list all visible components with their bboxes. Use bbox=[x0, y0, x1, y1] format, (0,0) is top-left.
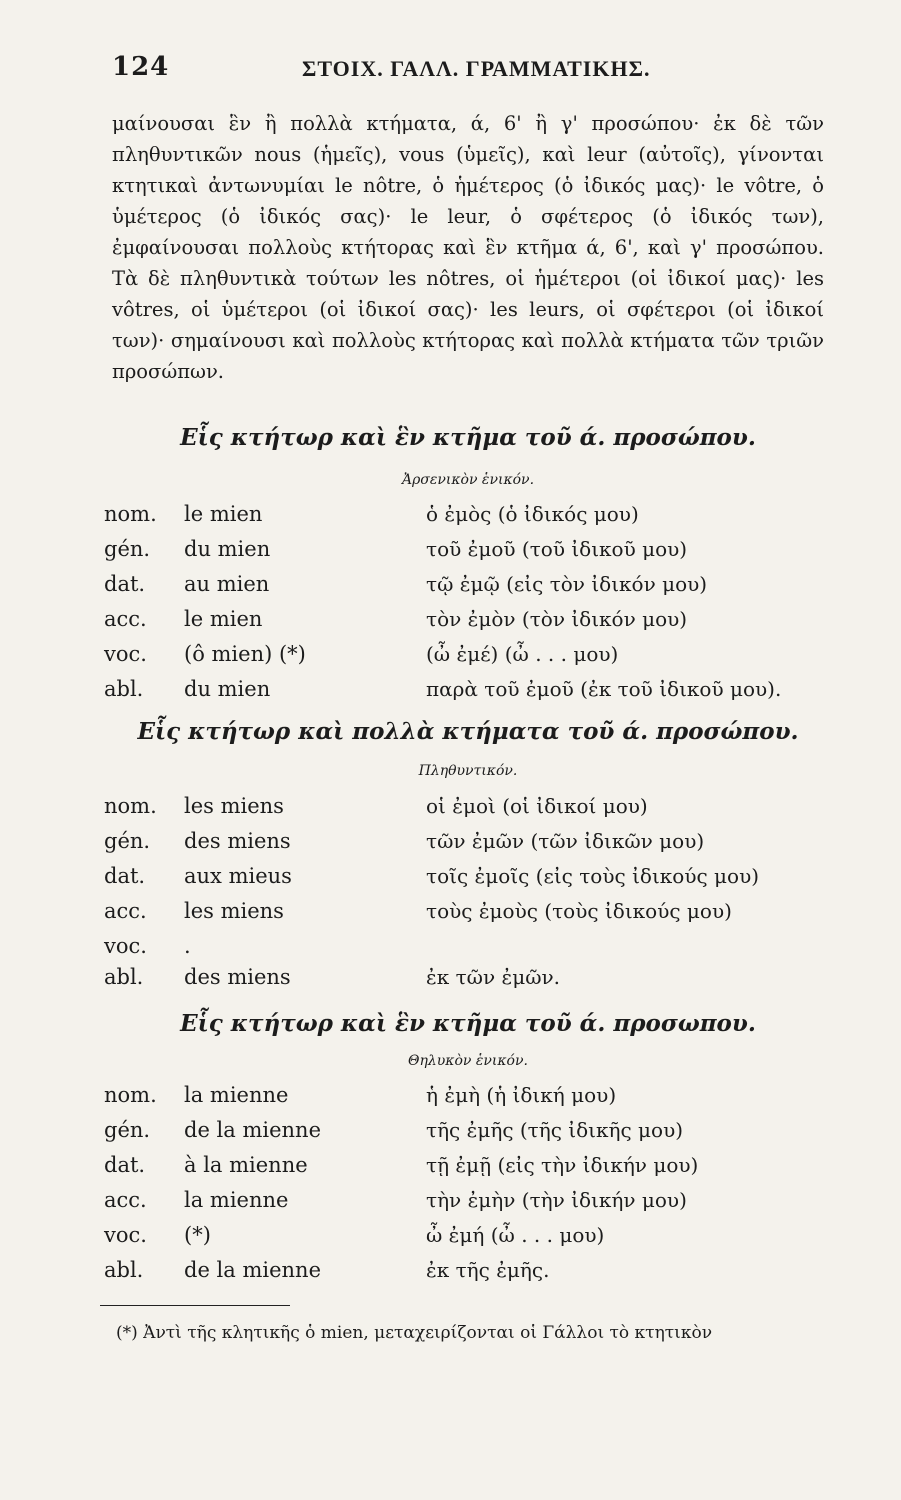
case-label: dat. bbox=[104, 1153, 146, 1177]
case-label: dat. bbox=[104, 864, 146, 888]
footnote-rule bbox=[100, 1305, 290, 1306]
declension-row bbox=[104, 894, 824, 928]
declension-row bbox=[104, 567, 824, 601]
declension-row bbox=[104, 859, 824, 893]
greek-form: ἡ ἐμὴ (ἡ ἰδική μου) bbox=[426, 1083, 617, 1107]
case-label: abl. bbox=[104, 1258, 144, 1282]
greek-form: ἐκ τῶν ἐμῶν. bbox=[426, 965, 561, 989]
section-title: Εἷς κτήτωρ καὶ ἓν κτῆμα τοῦ ά. προσώπου. bbox=[180, 424, 756, 451]
greek-form: παρὰ τοῦ ἐμοῦ (ἐκ τοῦ ἰδικοῦ μου). bbox=[426, 677, 782, 701]
french-form: aux mieus bbox=[184, 864, 292, 888]
declension-row bbox=[104, 1078, 824, 1112]
greek-form: τοῦ ἐμοῦ (τοῦ ἰδικοῦ μου) bbox=[426, 537, 688, 561]
declension-row bbox=[104, 1148, 824, 1182]
case-label: abl. bbox=[104, 677, 144, 701]
case-label: abl. bbox=[104, 965, 144, 989]
french-form: la mienne bbox=[184, 1188, 289, 1212]
greek-form: τῆς ἐμῆς (τῆς ἰδικῆς μου) bbox=[426, 1118, 684, 1142]
case-label: nom. bbox=[104, 794, 157, 818]
french-form: la mienne bbox=[184, 1083, 289, 1107]
section-title: Εἷς κτήτωρ καὶ ἓν κτῆμα τοῦ ά. προσωπου. bbox=[180, 1010, 756, 1037]
footnote: (*) Ἀντὶ τῆς κλητικῆς ὁ mien, μεταχειρίζονται οἱ Γάλλοι τὸ κτητικὸν bbox=[116, 1323, 713, 1343]
greek-form: (ὦ ἐμέ) (ὦ . . . μου) bbox=[426, 642, 619, 666]
french-form: le mien bbox=[184, 607, 263, 631]
greek-form: τὸν ἐμὸν (τὸν ἰδικόν μου) bbox=[426, 607, 688, 631]
declension-row bbox=[104, 497, 824, 531]
section-title: Εἷς κτήτωρ καὶ πολλὰ κτήματα τοῦ ά. προσώπου. bbox=[137, 718, 799, 745]
french-form: (*) bbox=[184, 1223, 211, 1247]
declension-row bbox=[104, 1183, 824, 1217]
declension-row bbox=[104, 672, 824, 706]
french-form: le mien bbox=[184, 502, 263, 526]
section-subtitle: Θηλυκὸν ἑνικόν. bbox=[408, 1053, 528, 1069]
case-label: voc. bbox=[104, 1223, 147, 1247]
case-label: nom. bbox=[104, 1083, 157, 1107]
case-label: gén. bbox=[104, 1118, 151, 1142]
declension-row bbox=[104, 929, 824, 963]
case-label: voc. bbox=[104, 642, 147, 666]
french-form: des miens bbox=[184, 965, 291, 989]
greek-form: τοῖς ἐμοῖς (εἰς τοὺς ἰδικούς μου) bbox=[426, 864, 760, 888]
case-label: acc. bbox=[104, 899, 147, 923]
french-form: . bbox=[184, 934, 191, 958]
french-form: les miens bbox=[184, 899, 284, 923]
declension-row bbox=[104, 1113, 824, 1147]
french-form: (ô mien) (*) bbox=[184, 642, 306, 666]
declension-row bbox=[104, 532, 824, 566]
case-label: voc. bbox=[104, 934, 147, 958]
french-form: les miens bbox=[184, 794, 284, 818]
declension-row bbox=[104, 789, 824, 823]
page-header bbox=[112, 52, 812, 92]
section-subtitle: Πληθυντικόν. bbox=[418, 763, 518, 779]
case-label: acc. bbox=[104, 607, 147, 631]
case-label: nom. bbox=[104, 502, 157, 526]
greek-form: τὴν ἐμὴν (τὴν ἰδικήν μου) bbox=[426, 1188, 687, 1212]
french-form: du mien bbox=[184, 677, 271, 701]
declension-row bbox=[104, 960, 824, 994]
french-form: à la mienne bbox=[184, 1153, 308, 1177]
greek-form: τοὺς ἐμοὺς (τοὺς ἰδικούς μου) bbox=[426, 899, 732, 923]
greek-form: ὦ ἐμή (ὦ . . . μου) bbox=[426, 1223, 605, 1247]
declension-row bbox=[104, 602, 824, 636]
intro-text: μαίνουσαι ἓν ἢ πολλὰ κτήματα, ά, 6' ἢ γ' προσώπου· ἐκ δὲ τῶν πληθυντικῶν nous (ἡμεῖς), vous (ὑμεῖς), καὶ leur (αὐτοῖς), γίνονται κτητικαὶ ἀντωνυμίαι le nôtre, ὁ ἡμέτερος (ὁ ἰδικός μας)· le vôtre, ὁ ὑμέτερος (ὁ ἰδικός σας)· le leur, ὁ σφέτερος (ὁ ἰδικός των), ἐμφαίνουσαι πολλοὺς κτήτορας καὶ ἓν κτῆμα ά, 6', καὶ γ' προσώπου. Τὰ δὲ πληθυντικὰ τούτων les nôtres, οἱ ἡμέτεροι (οἱ ἰδικοί μας)· les vôtres, οἱ ὑμέτεροι (οἱ ἰδικοί σας)· les leurs, οἱ σφέτεροι (οἱ ἰδικοί των)· σημαίνουσι καὶ πολλοὺς κτήτορας καὶ πολλὰ κτήματα τῶν τριῶν προσώπων. bbox=[112, 112, 824, 383]
declension-row bbox=[104, 1218, 824, 1252]
case-label: gén. bbox=[104, 829, 151, 853]
case-label: dat. bbox=[104, 572, 146, 596]
french-form: du mien bbox=[184, 537, 271, 561]
greek-form: τῷ ἐμῷ (εἰς τὸν ἰδικόν μου) bbox=[426, 572, 708, 596]
section-subtitle: Ἀρσενικὸν ἑνικόν. bbox=[401, 472, 535, 488]
greek-form: οἱ ἐμοὶ (οἱ ἰδικοί μου) bbox=[426, 794, 648, 818]
intro-paragraph bbox=[112, 108, 824, 387]
declension-row bbox=[104, 824, 824, 858]
french-form: de la mienne bbox=[184, 1118, 321, 1142]
case-label: gén. bbox=[104, 537, 151, 561]
greek-form: ὁ ἐμὸς (ὁ ἰδικός μου) bbox=[426, 502, 639, 526]
greek-form: ἐκ τῆς ἐμῆς. bbox=[426, 1258, 550, 1282]
french-form: des miens bbox=[184, 829, 291, 853]
greek-form: τῶν ἐμῶν (τῶν ἰδικῶν μου) bbox=[426, 829, 705, 853]
french-form: de la mienne bbox=[184, 1258, 321, 1282]
running-title: ΣΤΟΙΧ. ΓΑΛΛ. ΓΡΑΜΜΑΤΙΚΗΣ. bbox=[302, 56, 651, 81]
declension-row bbox=[104, 637, 824, 671]
french-form: au mien bbox=[184, 572, 270, 596]
page-number: 124 bbox=[112, 52, 170, 82]
greek-form: τῇ ἐμῇ (εἰς τὴν ἰδικήν μου) bbox=[426, 1153, 699, 1177]
case-label: acc. bbox=[104, 1188, 147, 1212]
declension-row bbox=[104, 1253, 824, 1287]
